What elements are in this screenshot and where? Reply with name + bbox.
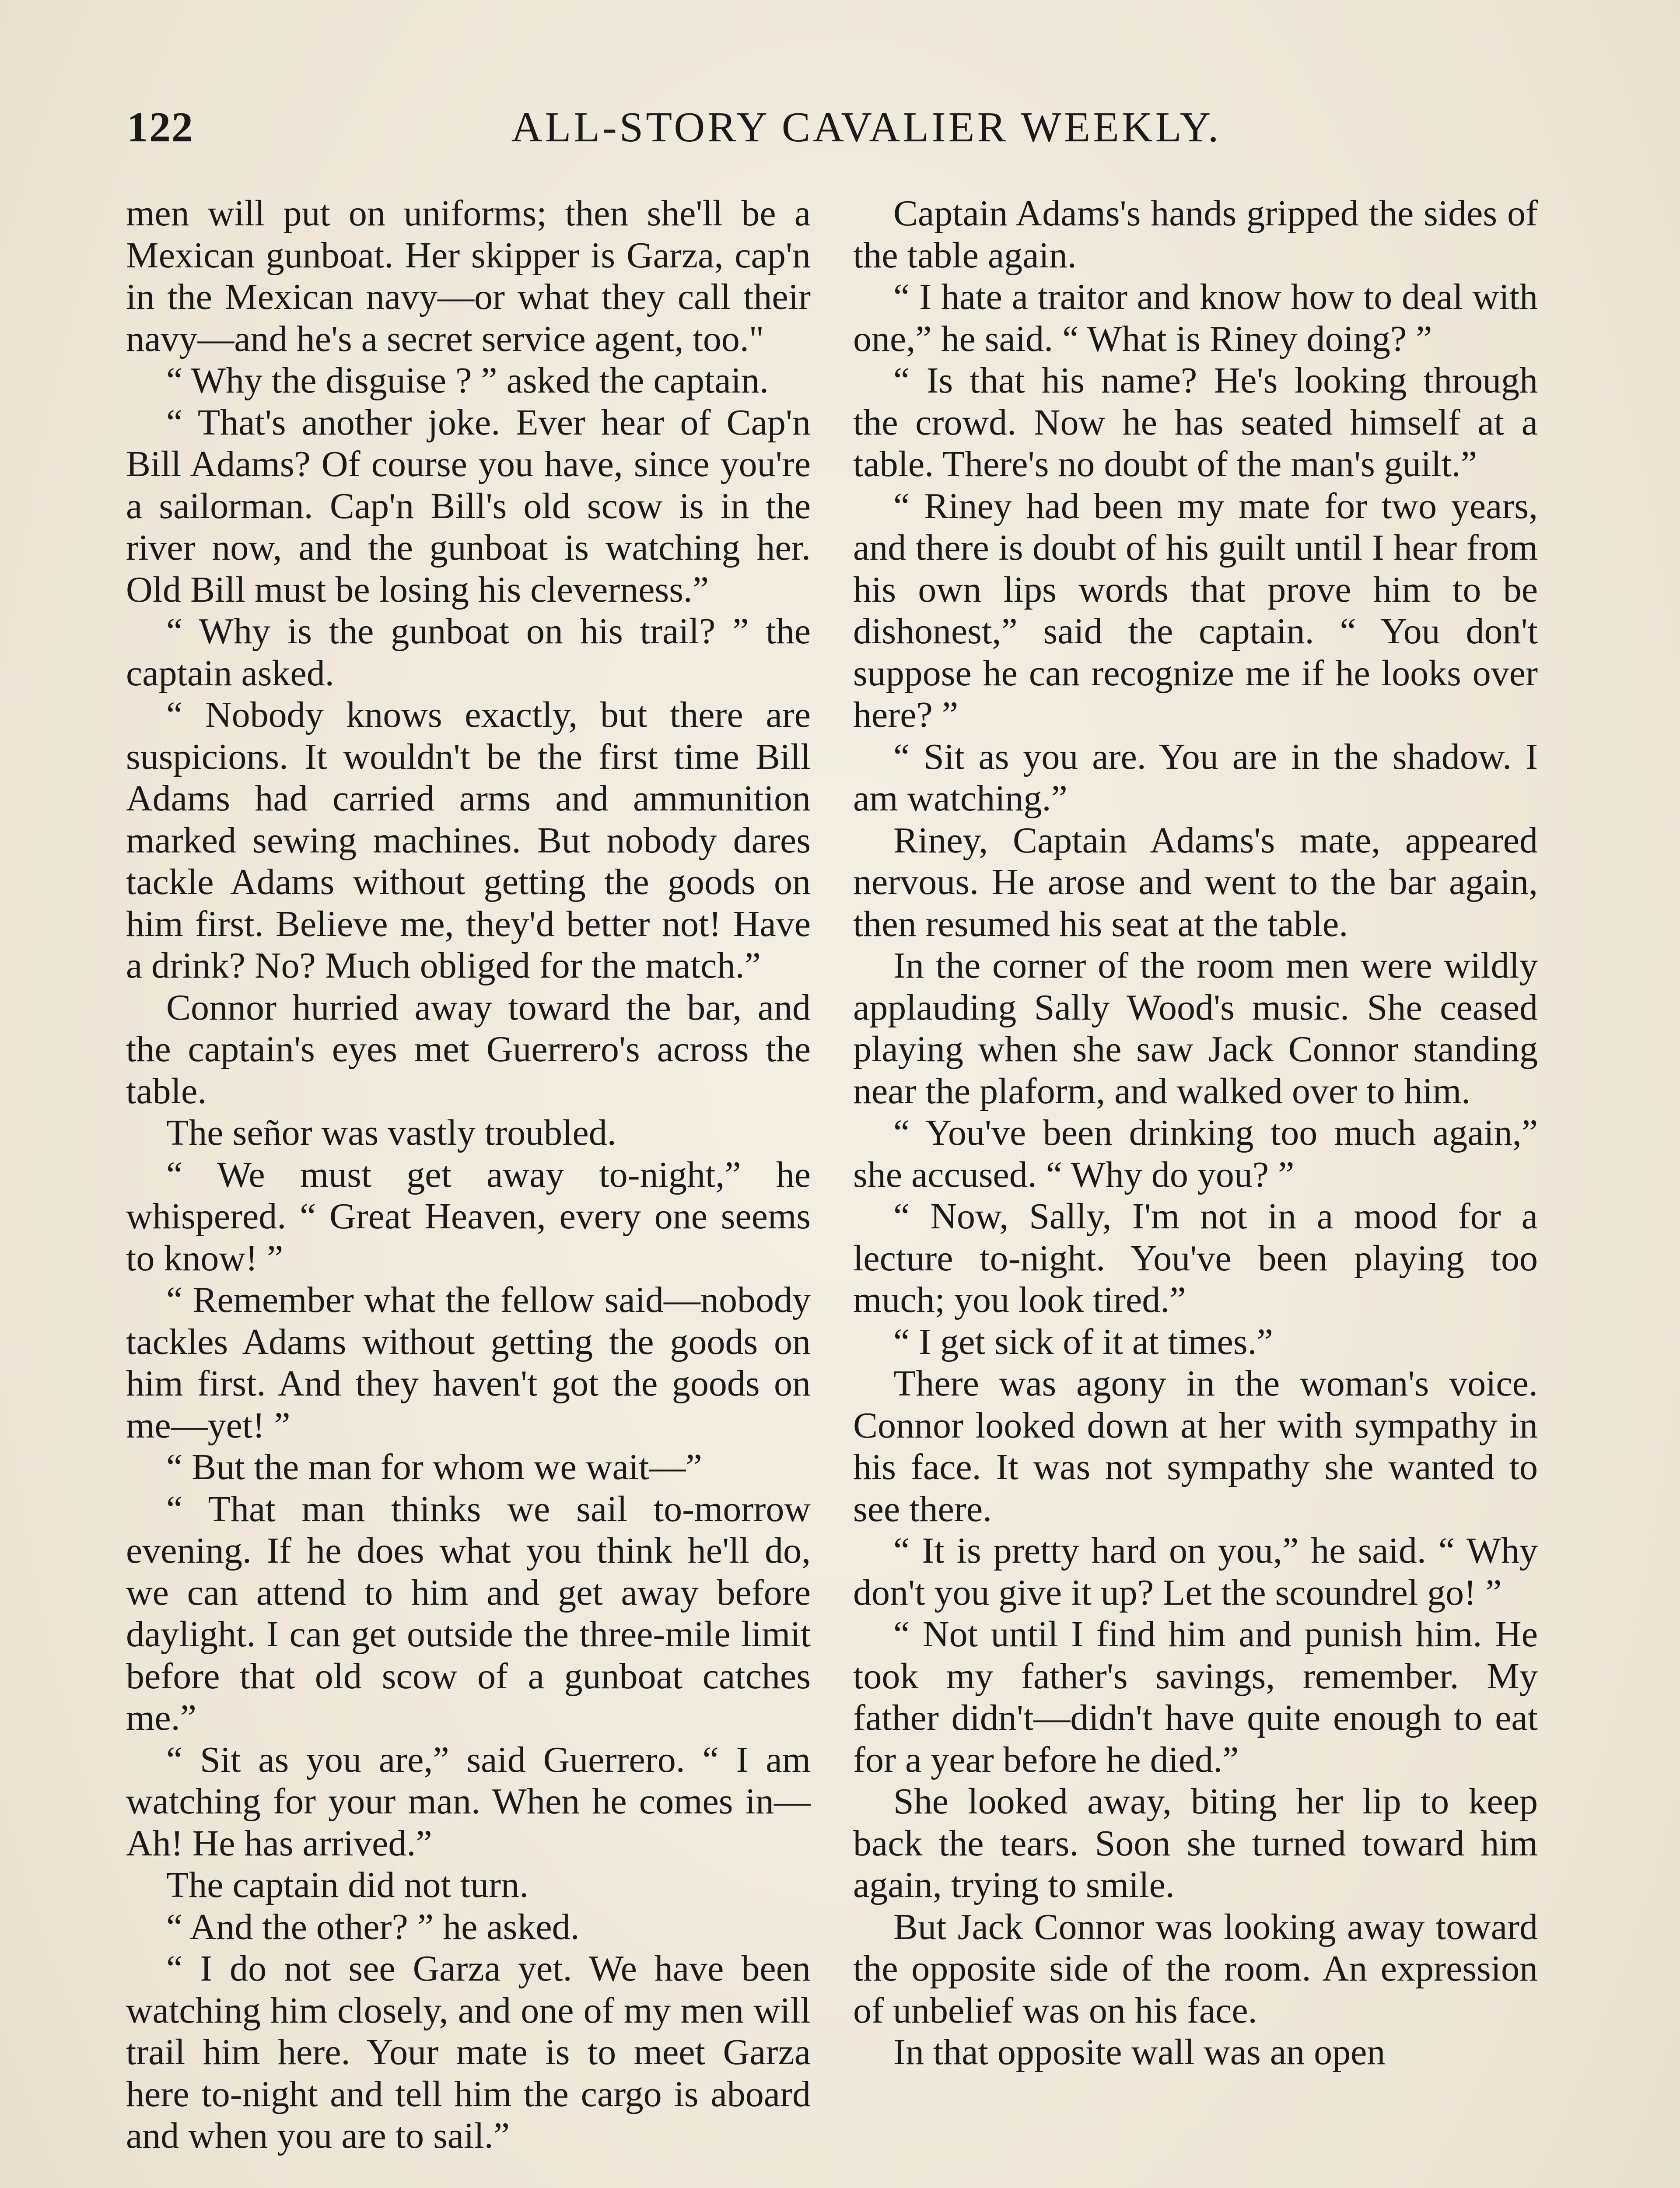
paragraph: Captain Adams's hands gripped the sides of the table again. [853, 193, 1538, 276]
paragraph: The señor was vastly troubled. [166, 1112, 616, 1153]
paragraph: “ Remember what the fellow said—nobody tackles Adams without getting the goods on him first. And they haven't got the goods on me—yet! ” [126, 1280, 811, 1446]
paragraph: Connor hurried away toward the bar, and the captain's eyes met Guerrero's across the table. [126, 987, 811, 1112]
paragraph: “ Nobody knows exactly, but there are suspicions. It wouldn't be the first time Bill Adams had carried arms and ammunition marked sewing machines. But nobody dares tackle Adams without getting the goods on him first. Believe me, they'd better not! Have a drink? No? Much obliged for the match.” [126, 694, 811, 986]
paragraph: “ You've been drinking too much again,” she accused. “ Why do you? ” [853, 1112, 1538, 1195]
paragraph: “ I hate a traitor and know how to deal with one,” he said. “ What is Riney doing? ” [853, 277, 1538, 359]
paragraph: “ That's another joke. Ever hear of Cap'n Bill Adams? Of course you have, since you're a sailorman. Cap'n Bill's old scow is in the river now, and the gunboat is watching her. Old Bill must be losing his cleverness.” [126, 402, 811, 610]
paragraph: “ Is that his name? He's looking through the crowd. Now he has seated himself at a table. There's no doubt of the man's guilt.” [853, 360, 1538, 484]
paragraph: The captain did not turn. [166, 1865, 529, 1905]
paragraph: She looked away, biting her lip to keep back the tears. Soon she turned toward him again, trying to smile. [853, 1781, 1538, 1905]
paragraph: “ Sit as you are. You are in the shadow. I am watching.” [853, 736, 1538, 819]
paragraph: In the corner of the room men were wildly applauding Sally Wood's music. She ceased playing when she saw Jack Connor standing near the plaform, and walked over to him. [853, 945, 1538, 1112]
paragraph: “ Sit as you are,” said Guerrero. “ I am watching for your man. When he comes in— Ah! He has arrived.” [126, 1739, 811, 1864]
paragraph: Riney, Captain Adams's mate, appeared nervous. He arose and went to the bar again, then resumed his seat at the table. [853, 820, 1538, 944]
paragraph: In that opposite wall was an open [893, 2032, 1386, 2072]
paragraph: “ Riney had been my mate for two years, and there is doubt of his guilt until I hear from his own lips words that prove him to be dishonest,” said the captain. “ You don't suppose he can recognize me if he looks over here? ” [853, 485, 1538, 735]
paragraph: “ And the other? ” he asked. [166, 1906, 580, 1947]
paragraph: “ Now, Sally, I'm not in a mood for a lecture to-night. You've been playing too much; you look tired.” [853, 1196, 1538, 1320]
running-title: ALL-STORY CAVALIER WEEKLY. [511, 104, 1222, 151]
paragraph: “ I do not see Garza yet. We have been watching him closely, and one of my men will trail him here. Your mate is to meet Garza here to-night and tell him the cargo is aboard and when you are to sail.” [126, 1948, 811, 2156]
paragraph: “ Not until I find him and punish him. He took my father's savings, remember. My father didn't—didn't have quite enough to eat for a year before he died.” [853, 1614, 1538, 1780]
paragraph: “ It is pretty hard on you,” he said. “ Why don't you give it up? Let the scoundrel go! ” [853, 1530, 1538, 1613]
paragraph: There was agony in the woman's voice. Connor looked down at her with sympathy in his face. It was not sympathy she wanted to see there. [853, 1363, 1538, 1529]
paragraph: “ I get sick of it at times.” [893, 1321, 1273, 1362]
right-column [853, 193, 1538, 2073]
paragraph: men will put on uniforms; then she'll be a Mexican gunboat. Her skipper is Garza, cap'n in the Mexican navy—or what they call their navy—and he's a secret service agent, too." [126, 193, 811, 359]
paragraph: “ Why is the gunboat on his trail? ” the captain asked. [126, 611, 811, 694]
page-number: 122 [127, 104, 194, 151]
paragraph: “ But the man for whom we wait—” [166, 1447, 702, 1487]
page-header [127, 103, 1553, 164]
paragraph: “ That man thinks we sail to-morrow evening. If he does what you think he'll do, we can attend to him and get away before daylight. I can get outside the three-mile limit before that old scow of a gunboat catches me.” [126, 1488, 811, 1738]
paragraph: “ Why the disguise ? ” asked the captain. [166, 360, 769, 401]
left-column [126, 193, 811, 2157]
paragraph: “ We must get away to-night,” he whispered. “ Great Heaven, every one seems to know! ” [126, 1154, 811, 1279]
paragraph: But Jack Connor was looking away toward the opposite side of the room. An expression of unbelief was on his face. [853, 1906, 1538, 2031]
